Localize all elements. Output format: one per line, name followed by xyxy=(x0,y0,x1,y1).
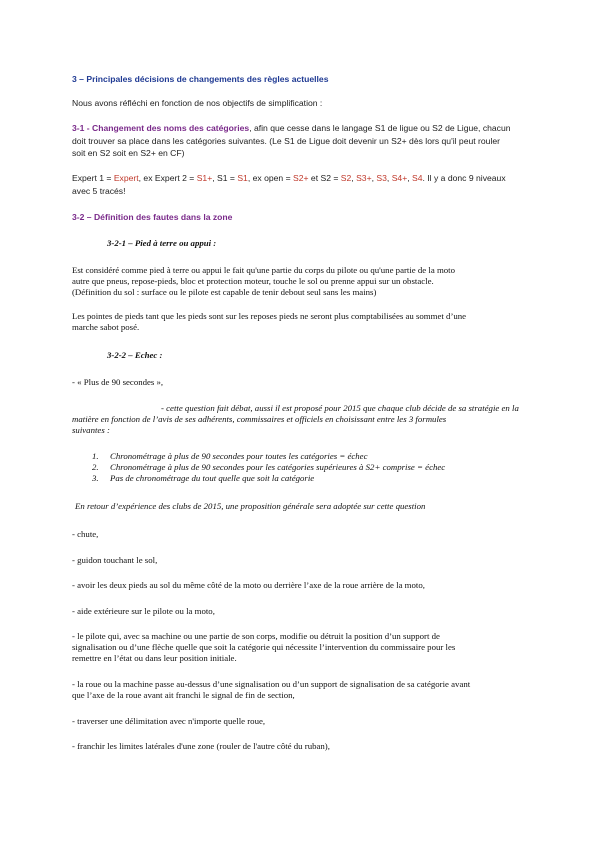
section-3-2-2-title: 3-2-2 – Echec : xyxy=(107,350,163,360)
intro-text: Nous avons réfléchi en fonction de nos objectifs de simplification : xyxy=(72,98,323,108)
debate-paragraph: - cette question fait débat, aussi il est proposé pour 2015 que chaque club décide de sa stratégie en la matière en fonction de l’avis de ses adhérents, commissaires et officiels en choisissant entre les 3 formules suivantes : xyxy=(72,403,519,435)
formula-list xyxy=(92,451,532,485)
section-3-2-1-title: 3-2-1 – Pied à terre ou appui : xyxy=(107,238,217,248)
fault-aide: - aide extérieure sur le pilote ou la moto, xyxy=(72,606,215,616)
fault-pieds: - avoir les deux pieds au sol du même côté de la moto ou derrière l’axe de la roue arrière de la moto, xyxy=(72,580,425,590)
section-3-1-title: 3-1 - Changement des noms des catégories xyxy=(72,123,250,133)
retour-experience: En retour d’expérience des clubs de 2015, une proposition générale sera adoptée sur cette question xyxy=(75,501,426,511)
section-3-heading: 3 – Principales décisions de changements des règles actuelles xyxy=(72,74,329,84)
list-item: 1. Chronométrage à plus de 90 secondes pour toutes les catégories = échec xyxy=(92,451,368,461)
fault-traverser: - traverser une délimitation avec n'importe quelle roue, xyxy=(72,716,266,726)
pied-a-terre-definition: Est considéré comme pied à terre ou appui le fait qu'une partie du corps du pilote ou qu'une partie de la moto autre que pneus, repose-pieds, bloc et protection moteur, touche le sol ou prenne appui sur un obstacle. (Définition du sol : surface ou le pilote est capable de tenir debout seul sans les mains) xyxy=(72,265,456,297)
categories-mapping: Expert 1 = Expert, ex Expert 2 = S1+, S1 = S1, ex open = S2+ et S2 = S2, S3+, S3, S4+, S4. Il y a donc 9 niveaux avec 5 tracés! xyxy=(72,173,506,196)
plus-90-secondes: - « Plus de 90 secondes », xyxy=(72,377,164,387)
section-3-1-paragraph: 3-1 - Changement des noms des catégories, afin que cesse dans le langage S1 de ligue ou S2 de Ligue, chacun doit trouver sa place dans les catégories suivantes. (Le S1 de Ligue doit devenir un S2+ dès lors qu'il peut rouler soit en S2 soit en S2+ en CF) xyxy=(72,123,511,158)
fault-guidon: - guidon touchant le sol, xyxy=(72,555,158,565)
list-item: 3. Pas de chronométrage du tout quelle que soit la catégorie xyxy=(92,473,315,484)
fault-pilote: - le pilote qui, avec sa machine ou une partie de son corps, modifie ou détruit la position d’un support de signalisation ou d’une flèche quelle que soit la catégorie qui nécessite l’intervention du commissaire pour les remettre en l’état ou dans leur position initiale. xyxy=(72,631,456,663)
list-item: 2. Chronométrage à plus de 90 secondes pour les catégories supérieures à S2+ comprise = échec xyxy=(92,462,446,473)
fault-chute: - chute, xyxy=(72,529,99,539)
section-3-2-heading: 3-2 – Définition des fautes dans la zone xyxy=(72,212,233,222)
fault-roue: - la roue ou la machine passe au-dessus d’une signalisation ou d’un support de signalisation de sa catégorie avant que l’axe de la roue avant ait franchi le signal de fin de section, xyxy=(72,679,471,700)
fault-franchir: - franchir les limites latérales d'une zone (rouler de l'autre côté du ruban), xyxy=(72,741,330,751)
pointes-pieds-paragraph: Les pointes de pieds tant que les pieds sont sur les reposes pieds ne seront plus comptabilisées au sommet d’une marche sabot posé. xyxy=(72,311,467,332)
